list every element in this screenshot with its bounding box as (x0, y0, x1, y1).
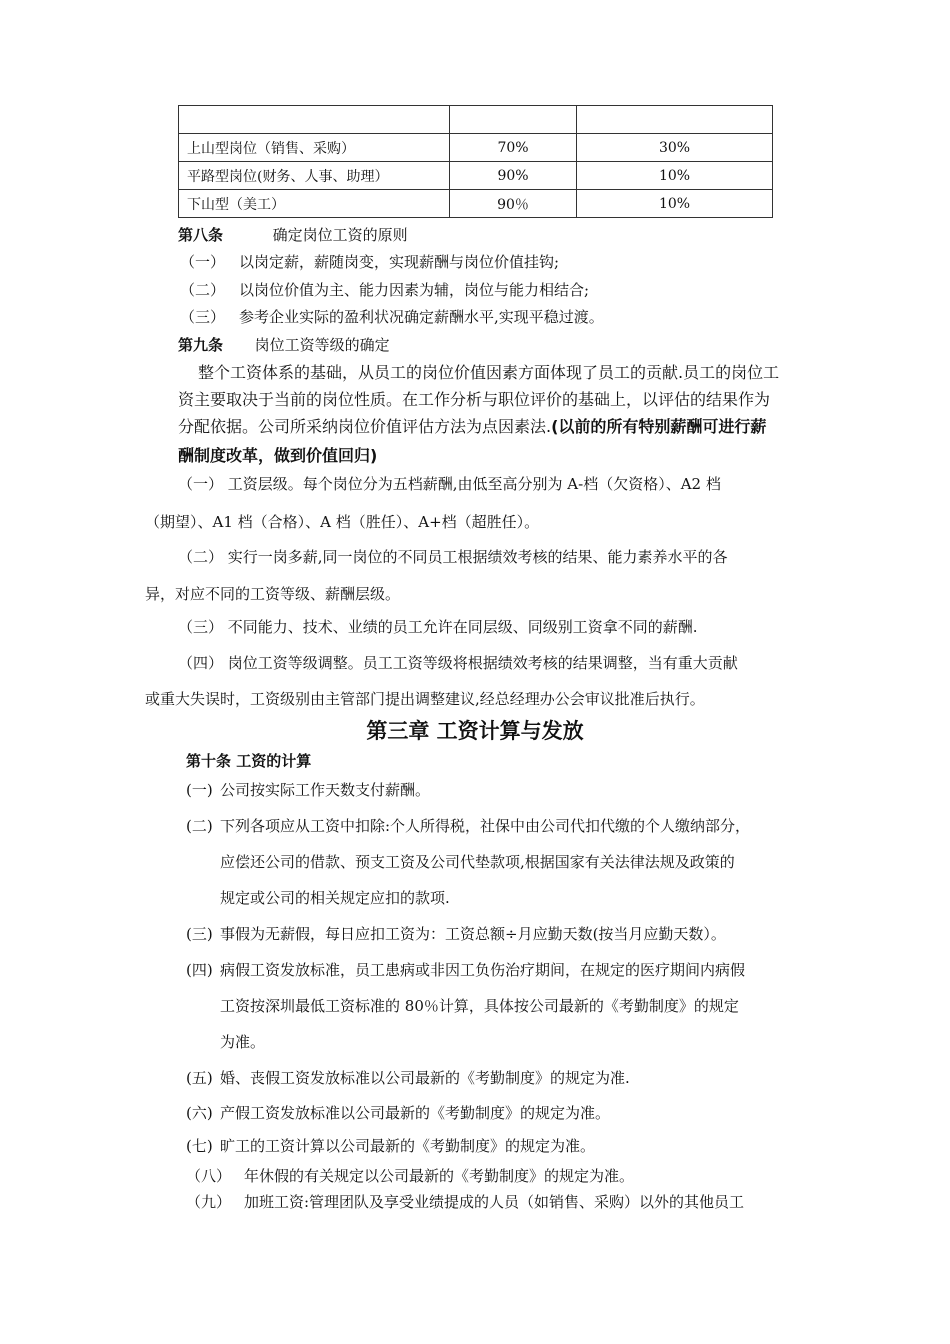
list-item-line: 事假为无薪假，每日应扣工资为：工资总额÷月应勤天数(按当月应勤天数）。 (220, 925, 726, 943)
item-text: 参考企业实际的盈利状况确定薪酬水平,实现平稳过渡。 (239, 308, 604, 326)
ratio-table (178, 105, 773, 218)
list-item (180, 306, 604, 327)
bold-note-continued: 酬制度改革，做到价值回归) (178, 446, 378, 465)
table-cell: 下山型（美工） (179, 190, 450, 218)
table-cell (450, 106, 577, 134)
article-8-title: 确定岗位工资的原则 (272, 226, 408, 244)
table-header-row (179, 106, 773, 134)
chapter-title: 第三章 工资计算与发放 (366, 719, 584, 743)
list-item-number: (三) (186, 925, 213, 943)
article-8-heading (178, 224, 408, 245)
list-item-line: 加班工资:管理团队及享受业绩提成的人员（如销售、采购）以外的其他员工 (244, 1193, 745, 1211)
table-cell: 30% (577, 134, 773, 162)
list-item-number: （八） (186, 1167, 232, 1185)
table-cell: 10% (577, 190, 773, 218)
paragraph-text: 分配依据。公司所采纳岗位价值评估方法为点因素法. (178, 417, 552, 436)
list-item-line: 下列各项应从工资中扣除:个人所得税，社保中由公司代扣代缴的个人缴纳部分， (220, 817, 751, 835)
article-10-heading: 第十条 工资的计算 (186, 752, 312, 770)
paragraph-line: 整个工资体系的基础，从员工的岗位价值因素方面体现了员工的贡献.员工的岗位工 (198, 363, 780, 382)
list-item-line: 或重大失误时，工资级别由主管部门提出调整建议,经总经理办公会审议批准后执行。 (145, 690, 705, 708)
item-text: 以岗位价值为主、能力因素为辅，岗位与能力相结合; (239, 281, 590, 299)
list-item (180, 279, 589, 300)
table-cell: 平路型岗位(财务、人事、助理） (179, 162, 450, 190)
paragraph-line (178, 414, 766, 437)
list-item-line: （三） 不同能力、技术、业绩的员工允许在同层级、同级别工资拿不同的薪酬. (178, 618, 698, 636)
list-item-line: 规定或公司的相关规定应扣的款项. (220, 889, 450, 907)
table-cell (179, 106, 450, 134)
article-9-heading (178, 334, 390, 355)
list-item-line: 病假工资发放标准，员工患病或非因工负伤治疗期间，在规定的医疗期间内病假 (220, 961, 746, 979)
item-number: （三） (180, 308, 226, 326)
list-item-line: 旷工的工资计算以公司最新的《考勤制度》的规定为准。 (220, 1137, 596, 1155)
article-9-label: 第九条 (178, 336, 224, 354)
list-item-number: (四) (186, 961, 213, 979)
item-text: 以岗定薪，薪随岗变，实现薪酬与岗位价值挂钩; (239, 253, 560, 271)
list-item-number: (七) (186, 1137, 213, 1155)
table-row (179, 134, 773, 162)
table-cell: 90％ (450, 190, 577, 218)
list-item-line: 婚、丧假工资发放标准以公司最新的《考勤制度》的规定为准. (220, 1069, 630, 1087)
list-item-number: (一) (186, 781, 213, 799)
table-cell (577, 106, 773, 134)
list-item-line: （二） 实行一岗多薪,同一岗位的不同员工根据绩效考核的结果、能力素养水平的各 (178, 548, 728, 566)
table-cell: 10% (577, 162, 773, 190)
table-cell: 上山型岗位（销售、采购） (179, 134, 450, 162)
table-cell: 70% (450, 134, 577, 162)
list-item-number: (五) (186, 1069, 213, 1087)
list-item (180, 251, 559, 272)
list-item-line: 公司按实际工作天数支付薪酬。 (220, 781, 431, 799)
list-item-line: 为准。 (220, 1033, 266, 1051)
list-item-number: （九） (186, 1193, 232, 1211)
table-row (179, 190, 773, 218)
list-item-number: (六) (186, 1104, 213, 1122)
list-item-line: 工资按深圳最低工资标准的 80％计算，具体按公司最新的《考勤制度》的规定 (220, 997, 739, 1015)
paragraph-line: 资主要取决于当前的岗位性质。在工作分析与职位评价的基础上，以评估的结果作为 (178, 390, 771, 409)
item-number: （一） (180, 253, 226, 271)
list-item-line: 应偿还公司的借款、预支工资及公司代垫款项,根据国家有关法律法规及政策的 (220, 853, 735, 871)
list-item-line: （期望）、A1 档（合格）、A 档（胜任）、A+档（超胜任）。 (145, 513, 540, 531)
table-cell: 90% (450, 162, 577, 190)
article-8-label: 第八条 (178, 226, 224, 244)
list-item-number: (二) (186, 817, 213, 835)
list-item-line: （一） 工资层级。每个岗位分为五档薪酬,由低至高分别为 A-档（欠资格）、A2 档 (178, 475, 721, 493)
list-item-line: 异，对应不同的工资等级、薪酬层级。 (145, 585, 401, 603)
list-item-line: 产假工资发放标准以公司最新的《考勤制度》的规定为准。 (220, 1104, 611, 1122)
table-row (179, 162, 773, 190)
article-9-title: 岗位工资等级的确定 (254, 336, 390, 354)
item-number: （二） (180, 281, 226, 299)
bold-note: (以前的所有特别薪酬可进行薪 (551, 417, 767, 436)
list-item-line: 年休假的有关规定以公司最新的《考勤制度》的规定为准。 (244, 1167, 635, 1185)
list-item-line: （四） 岗位工资等级调整。员工工资等级将根据绩效考核的结果调整，当有重大贡献 (178, 654, 738, 672)
